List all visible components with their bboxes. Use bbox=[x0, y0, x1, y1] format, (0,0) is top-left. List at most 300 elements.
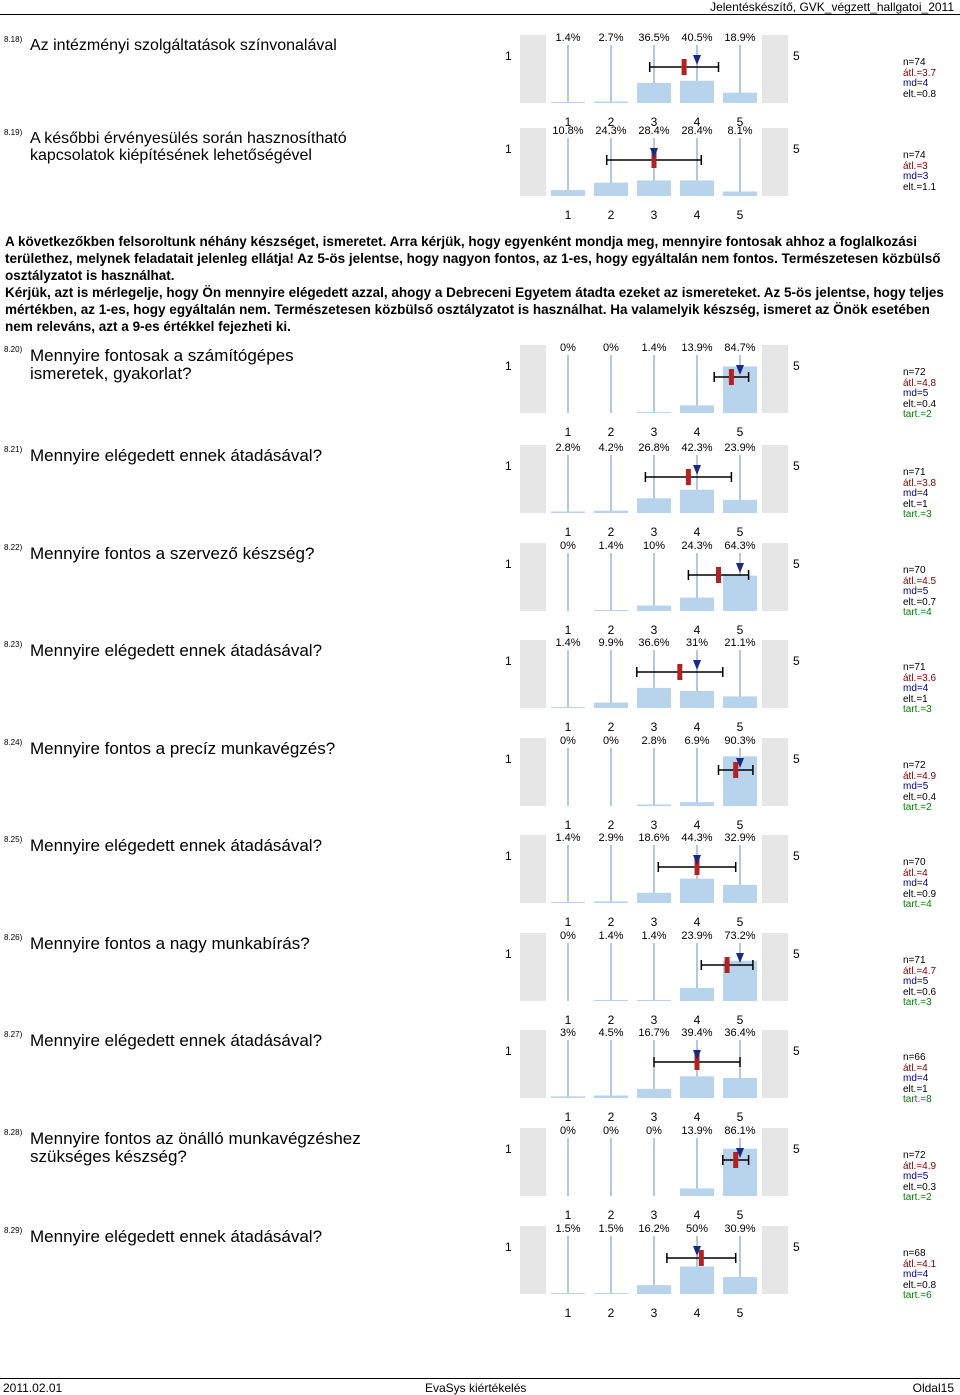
scale-left-label: 1 bbox=[505, 947, 512, 961]
axis-tick-label: 2 bbox=[607, 425, 615, 439]
median-marker bbox=[693, 855, 701, 865]
axis-tick-label: 2 bbox=[607, 623, 615, 637]
axis-tick-label: 3 bbox=[650, 425, 658, 439]
axis-tick-label: 1 bbox=[564, 115, 572, 129]
percent-label: 10% bbox=[642, 540, 666, 552]
scale-left-box bbox=[520, 1128, 546, 1196]
scale-right-box bbox=[762, 640, 788, 708]
distribution-bar bbox=[551, 1096, 585, 1098]
question-text: Mennyire elégedett ennek átadásával? bbox=[30, 836, 323, 855]
percent-label: 16.7% bbox=[638, 1027, 670, 1039]
axis-tick-label: 4 bbox=[693, 623, 701, 637]
stat-tart: tart.=3 bbox=[903, 997, 932, 1008]
stats-block bbox=[903, 663, 936, 716]
scale-left-box bbox=[520, 640, 546, 708]
axis-tick-label: 1 bbox=[564, 208, 572, 222]
scale-right-label: 5 bbox=[793, 1044, 800, 1058]
distribution-chart bbox=[550, 650, 760, 708]
scale-right-box bbox=[762, 1128, 788, 1196]
axis-tick-label: 4 bbox=[693, 1306, 701, 1320]
axis-tick-label: 1 bbox=[564, 1208, 572, 1222]
distribution-bar bbox=[680, 802, 714, 806]
average-marker bbox=[677, 664, 682, 680]
question-block bbox=[0, 1223, 960, 1326]
percent-label: 28.4% bbox=[638, 125, 670, 137]
median-marker bbox=[693, 465, 701, 475]
percent-label: 50% bbox=[685, 1223, 709, 1235]
stat-tart: tart.=4 bbox=[903, 899, 932, 910]
scale-right-label: 5 bbox=[793, 557, 800, 571]
stat-n: n=70 bbox=[903, 857, 926, 868]
scale-left-box bbox=[520, 445, 546, 513]
stat-n: n=71 bbox=[903, 955, 926, 966]
question-block bbox=[0, 637, 960, 740]
footer-divider bbox=[0, 1378, 960, 1379]
question-block bbox=[0, 32, 960, 135]
axis-tick-label: 3 bbox=[650, 623, 658, 637]
distribution-bar bbox=[723, 93, 757, 103]
stat-n: n=72 bbox=[903, 1150, 926, 1161]
axis-tick-label: 4 bbox=[693, 1110, 701, 1124]
stat-md: md=4 bbox=[903, 1073, 929, 1084]
stat-tart: tart.=2 bbox=[903, 409, 932, 420]
average-marker bbox=[682, 59, 687, 75]
stat-n: n=66 bbox=[903, 1052, 926, 1063]
stat-avg: átl.=4.7 bbox=[903, 965, 937, 977]
axis-tick-label: 1 bbox=[564, 1110, 572, 1124]
distribution-bar bbox=[723, 1277, 757, 1294]
percent-label: 36.4% bbox=[724, 1027, 756, 1039]
percent-label: 21.1% bbox=[724, 637, 756, 649]
stat-dev: elt.=0.3 bbox=[903, 1181, 937, 1193]
percent-label: 23.9% bbox=[681, 930, 713, 942]
percent-label: 23.9% bbox=[724, 442, 756, 454]
stats-block bbox=[903, 368, 936, 421]
distribution-bar bbox=[637, 412, 671, 413]
question-block bbox=[0, 832, 960, 935]
scale-right-label: 5 bbox=[793, 459, 800, 473]
axis-tick-label: 1 bbox=[564, 720, 572, 734]
scale-left-box bbox=[520, 738, 546, 806]
median-marker bbox=[693, 1050, 701, 1060]
question-text: A későbbi érvényesülés során hasznosítható kapcsolatok kiépítésének lehetőségével bbox=[30, 130, 347, 164]
distribution-bar bbox=[723, 500, 757, 513]
axis-tick-label: 5 bbox=[736, 1013, 744, 1027]
stats-block bbox=[903, 151, 936, 193]
axis-tick-label: 4 bbox=[693, 818, 701, 832]
distribution-bar bbox=[637, 1089, 671, 1098]
question-number: 8.25) bbox=[4, 835, 23, 844]
distribution-bar bbox=[680, 988, 714, 1001]
axis-tick-label: 1 bbox=[564, 425, 572, 439]
question-block bbox=[0, 1125, 960, 1228]
stat-avg: átl.=3 bbox=[903, 160, 928, 172]
percent-label: 1.4% bbox=[598, 930, 624, 942]
distribution-bar bbox=[594, 183, 628, 196]
stat-md: md=5 bbox=[903, 781, 929, 792]
stat-avg: átl.=4 bbox=[903, 1062, 928, 1074]
percent-label: 0% bbox=[560, 342, 576, 354]
axis-tick-label: 2 bbox=[607, 1306, 615, 1320]
scale-left-box bbox=[520, 345, 546, 413]
question-text: Mennyire elégedett ennek átadásával? bbox=[30, 641, 323, 660]
question-number: 8.21) bbox=[4, 445, 23, 454]
scale-right-box bbox=[762, 1226, 788, 1294]
percent-label: 0% bbox=[560, 735, 576, 747]
scale-right-label: 5 bbox=[793, 654, 800, 668]
stat-n: n=71 bbox=[903, 662, 926, 673]
distribution-bar bbox=[551, 707, 585, 708]
axis-tick-label: 4 bbox=[693, 208, 701, 222]
percent-label: 40.5% bbox=[681, 32, 713, 44]
distribution-bar bbox=[551, 511, 585, 513]
axis-tick-label: 4 bbox=[693, 1013, 701, 1027]
stats-block bbox=[903, 858, 936, 911]
distribution-bar bbox=[680, 1188, 714, 1196]
distribution-bar bbox=[637, 688, 671, 708]
distribution-bar bbox=[594, 102, 628, 103]
axis-tick-label: 5 bbox=[736, 425, 744, 439]
question-number: 8.29) bbox=[4, 1226, 23, 1235]
distribution-bar bbox=[551, 102, 585, 103]
question-block bbox=[0, 735, 960, 838]
percent-label: 3% bbox=[560, 1027, 576, 1039]
scale-right-box bbox=[762, 933, 788, 1001]
stat-md: md=4 bbox=[903, 878, 929, 889]
stat-dev: elt.=1 bbox=[903, 693, 928, 705]
distribution-bar bbox=[723, 576, 757, 611]
distribution-bar bbox=[680, 598, 714, 611]
percent-label: 39.4% bbox=[681, 1027, 713, 1039]
stats-block bbox=[903, 58, 936, 100]
percent-label: 1.4% bbox=[641, 930, 667, 942]
axis-tick-label: 2 bbox=[607, 720, 615, 734]
stats-block bbox=[903, 956, 936, 1009]
distribution-bar bbox=[680, 879, 714, 903]
stat-tart: tart.=2 bbox=[903, 802, 932, 813]
percent-label: 24.3% bbox=[681, 540, 713, 552]
question-number: 8.23) bbox=[4, 640, 23, 649]
stats-block bbox=[903, 566, 936, 619]
scale-right-box bbox=[762, 1030, 788, 1098]
distribution-bar bbox=[723, 885, 757, 903]
question-text: Mennyire elégedett ennek átadásával? bbox=[30, 1031, 323, 1050]
scale-left-label: 1 bbox=[505, 1142, 512, 1156]
axis-tick-label: 5 bbox=[736, 208, 744, 222]
scale-left-label: 1 bbox=[505, 1044, 512, 1058]
distribution-bar bbox=[594, 1293, 628, 1294]
question-number: 8.27) bbox=[4, 1030, 23, 1039]
scale-left-label: 1 bbox=[505, 654, 512, 668]
header-divider bbox=[0, 14, 960, 15]
scale-right-box bbox=[762, 345, 788, 413]
axis-tick-label: 2 bbox=[607, 1208, 615, 1222]
axis-tick-label: 3 bbox=[650, 115, 658, 129]
distribution-bar bbox=[594, 610, 628, 611]
average-marker bbox=[686, 469, 691, 485]
percent-label: 86.1% bbox=[724, 1125, 756, 1137]
axis-tick-label: 2 bbox=[607, 208, 615, 222]
question-text: Mennyire fontos a szervező készség? bbox=[30, 544, 315, 563]
axis-tick-label: 2 bbox=[607, 818, 615, 832]
question-block bbox=[0, 125, 960, 228]
scale-right-label: 5 bbox=[793, 49, 800, 63]
distribution-bar bbox=[680, 691, 714, 708]
report-header: Jelentéskészítő, GVK_végzett_hallgatoi_2011 bbox=[710, 0, 954, 14]
question-block bbox=[0, 342, 960, 445]
distribution-chart bbox=[550, 553, 760, 611]
average-marker bbox=[733, 762, 738, 778]
stat-tart: tart.=6 bbox=[903, 1290, 932, 1301]
axis-tick-label: 1 bbox=[564, 1013, 572, 1027]
stat-avg: átl.=4.5 bbox=[903, 575, 937, 587]
percent-label: 73.2% bbox=[724, 930, 756, 942]
percent-label: 30.9% bbox=[724, 1223, 756, 1235]
axis-tick-label: 2 bbox=[607, 1110, 615, 1124]
stat-avg: átl.=4 bbox=[903, 867, 928, 879]
stat-md: md=4 bbox=[903, 683, 929, 694]
scale-left-label: 1 bbox=[505, 459, 512, 473]
stat-avg: átl.=4.1 bbox=[903, 1258, 937, 1270]
percent-label: 10.8% bbox=[552, 125, 584, 137]
axis-tick-label: 5 bbox=[736, 818, 744, 832]
percent-label: 36.6% bbox=[638, 637, 670, 649]
distribution-bar bbox=[723, 192, 757, 196]
percent-label: 4.5% bbox=[598, 1027, 624, 1039]
average-marker bbox=[725, 957, 730, 973]
percent-label: 13.9% bbox=[681, 342, 713, 354]
stat-avg: átl.=3.6 bbox=[903, 672, 937, 684]
stat-md: md=5 bbox=[903, 586, 929, 597]
scale-right-box bbox=[762, 738, 788, 806]
question-block bbox=[0, 930, 960, 1033]
axis-tick-label: 5 bbox=[736, 115, 744, 129]
stats-block bbox=[903, 1053, 932, 1106]
axis-tick-label: 2 bbox=[607, 115, 615, 129]
axis-tick-label: 3 bbox=[650, 818, 658, 832]
percent-label: 2.8% bbox=[641, 735, 667, 747]
scale-left-label: 1 bbox=[505, 752, 512, 766]
intro-paragraph-1: A következőkben felsoroltunk néhány készséget, ismeretet. Arra kérjük, hogy egyenként mondja meg, mennyire fontosak ahhoz a foglalkozási területhez, melynek feladatait jelenleg ellátja! Az 5-ös jelentse, hogy nagyon fontos, az 1-es, hogy egyáltalán nem fontos. Természetesen közbülső osztályzatot is használhat. bbox=[5, 234, 941, 283]
scale-left-box bbox=[520, 1226, 546, 1294]
median-marker bbox=[736, 563, 744, 573]
scale-left-label: 1 bbox=[505, 359, 512, 373]
distribution-bar bbox=[637, 893, 671, 903]
question-text: Az intézményi szolgáltatások színvonalával bbox=[30, 37, 337, 54]
footer-date: 2011.02.01 bbox=[3, 1381, 63, 1395]
scale-right-label: 5 bbox=[793, 947, 800, 961]
percent-label: 0% bbox=[560, 930, 576, 942]
axis-tick-label: 4 bbox=[693, 525, 701, 539]
scale-left-label: 1 bbox=[505, 849, 512, 863]
stat-avg: átl.=4.9 bbox=[903, 1160, 937, 1172]
median-marker bbox=[650, 148, 658, 158]
axis-tick-label: 1 bbox=[564, 818, 572, 832]
axis-tick-label: 1 bbox=[564, 1306, 572, 1320]
axis-tick-label: 5 bbox=[736, 720, 744, 734]
distribution-bar bbox=[594, 901, 628, 903]
percent-label: 4.2% bbox=[598, 442, 624, 454]
percent-label: 1.4% bbox=[555, 32, 581, 44]
scale-left-label: 1 bbox=[505, 49, 512, 63]
axis-tick-label: 3 bbox=[650, 1110, 658, 1124]
stat-dev: elt.=1.1 bbox=[903, 181, 937, 193]
percent-label: 90.3% bbox=[724, 735, 756, 747]
scale-left-label: 1 bbox=[505, 142, 512, 156]
stat-n: n=74 bbox=[903, 150, 926, 161]
average-marker bbox=[716, 567, 721, 583]
distribution-bar bbox=[594, 1000, 628, 1001]
percent-label: 1.5% bbox=[598, 1223, 624, 1235]
stat-dev: elt.=0.8 bbox=[903, 1279, 937, 1291]
percent-label: 6.9% bbox=[684, 735, 710, 747]
percent-label: 2.8% bbox=[555, 442, 581, 454]
percent-label: 1.4% bbox=[641, 342, 667, 354]
stat-n: n=68 bbox=[903, 1248, 926, 1259]
axis-tick-label: 5 bbox=[736, 1110, 744, 1124]
percent-label: 9.9% bbox=[598, 637, 624, 649]
percent-label: 36.5% bbox=[638, 32, 670, 44]
axis-tick-label: 5 bbox=[736, 1208, 744, 1222]
stat-avg: átl.=4.9 bbox=[903, 770, 937, 782]
question-number: 8.19) bbox=[4, 128, 23, 137]
stat-md: md=5 bbox=[903, 1171, 929, 1182]
percent-label: 0% bbox=[646, 1125, 662, 1137]
stat-md: md=3 bbox=[903, 171, 929, 182]
axis-tick-label: 2 bbox=[607, 525, 615, 539]
question-block bbox=[0, 540, 960, 643]
percent-label: 1.4% bbox=[598, 540, 624, 552]
distribution-chart bbox=[550, 845, 760, 903]
scale-right-box bbox=[762, 445, 788, 513]
stat-avg: átl.=4.8 bbox=[903, 377, 937, 389]
percent-label: 13.9% bbox=[681, 1125, 713, 1137]
distribution-bar bbox=[680, 180, 714, 196]
distribution-bar bbox=[680, 490, 714, 513]
question-text: Mennyire elégedett ennek átadásával? bbox=[30, 1227, 323, 1246]
stat-md: md=4 bbox=[903, 1269, 929, 1280]
stats-block bbox=[903, 761, 936, 814]
distribution-bar bbox=[594, 703, 628, 708]
footer-page: Oldal15 bbox=[912, 1381, 954, 1395]
percent-label: 24.3% bbox=[595, 125, 627, 137]
scale-left-box bbox=[520, 128, 546, 196]
axis-tick-label: 4 bbox=[693, 115, 701, 129]
stat-tart: tart.=8 bbox=[903, 1094, 932, 1105]
distribution-chart bbox=[550, 1236, 760, 1294]
distribution-chart bbox=[550, 138, 760, 196]
question-text: Mennyire fontosak a számítógépes ismeretek, gyakorlat? bbox=[30, 346, 294, 383]
median-marker bbox=[693, 55, 701, 65]
scale-right-label: 5 bbox=[793, 1240, 800, 1254]
distribution-bar bbox=[680, 1267, 714, 1295]
scale-right-box bbox=[762, 35, 788, 103]
stats-block bbox=[903, 1249, 936, 1302]
footer-center: EvaSys kiértékelés bbox=[425, 1381, 527, 1395]
distribution-chart bbox=[550, 943, 760, 1001]
axis-tick-label: 4 bbox=[693, 1208, 701, 1222]
average-marker bbox=[729, 369, 734, 385]
axis-tick-label: 4 bbox=[693, 915, 701, 929]
stat-tart: tart.=2 bbox=[903, 1192, 932, 1203]
stat-n: n=70 bbox=[903, 565, 926, 576]
percent-label: 16.2% bbox=[638, 1223, 670, 1235]
scale-right-label: 5 bbox=[793, 142, 800, 156]
intro-paragraph-2: Kérjük, azt is mérlegelje, hogy Ön mennyire elégedett azzal, ahogy a Debreceni Egyetem átadta ezeket az ismereteket. Az 5-ös jelentse, hogy teljes mértékben, az 1-es, hogy egyáltalán nem. Természetesen közbülső osztályzatot is használhat. Ha valamelyik készség, ismeret az Önök esetében nem releváns, azt a 9-es értékkel fejezheti ki. bbox=[5, 285, 944, 334]
distribution-bar bbox=[637, 804, 671, 806]
scale-left-box bbox=[520, 933, 546, 1001]
axis-tick-label: 3 bbox=[650, 525, 658, 539]
distribution-bar bbox=[637, 498, 671, 513]
distribution-chart bbox=[550, 1138, 760, 1196]
stat-avg: átl.=3.8 bbox=[903, 477, 937, 489]
percent-label: 0% bbox=[603, 735, 619, 747]
distribution-bar bbox=[637, 606, 671, 612]
percent-label: 8.1% bbox=[727, 125, 753, 137]
stat-dev: elt.=1 bbox=[903, 498, 928, 510]
percent-label: 32.9% bbox=[724, 832, 756, 844]
stat-md: md=4 bbox=[903, 78, 929, 89]
scale-left-box bbox=[520, 835, 546, 903]
distribution-bar bbox=[680, 1076, 714, 1098]
percent-label: 31% bbox=[685, 637, 709, 649]
scale-left-label: 1 bbox=[505, 1240, 512, 1254]
question-number: 8.20) bbox=[4, 345, 23, 354]
distribution-chart bbox=[550, 748, 760, 806]
median-marker bbox=[693, 660, 701, 670]
average-marker bbox=[733, 1152, 738, 1168]
scale-right-label: 5 bbox=[793, 359, 800, 373]
axis-tick-label: 4 bbox=[693, 425, 701, 439]
scale-right-box bbox=[762, 835, 788, 903]
axis-tick-label: 3 bbox=[650, 1208, 658, 1222]
stats-block bbox=[903, 468, 936, 521]
axis-tick-label: 5 bbox=[736, 623, 744, 637]
axis-tick-label: 3 bbox=[650, 1306, 658, 1320]
percent-label: 0% bbox=[560, 540, 576, 552]
axis-tick-label: 3 bbox=[650, 208, 658, 222]
percent-label: 0% bbox=[603, 1125, 619, 1137]
scale-left-box bbox=[520, 35, 546, 103]
distribution-bar bbox=[594, 1096, 628, 1098]
distribution-chart bbox=[550, 45, 760, 103]
question-text: Mennyire elégedett ennek átadásával? bbox=[30, 446, 323, 465]
percent-label: 1.5% bbox=[555, 1223, 581, 1235]
axis-tick-label: 1 bbox=[564, 623, 572, 637]
stat-md: md=5 bbox=[903, 388, 929, 399]
axis-tick-label: 4 bbox=[693, 720, 701, 734]
stat-dev: elt.=1 bbox=[903, 1083, 928, 1095]
distribution-chart bbox=[550, 1040, 760, 1098]
stats-block bbox=[903, 1151, 936, 1204]
average-marker bbox=[699, 1250, 704, 1266]
distribution-bar bbox=[637, 1000, 671, 1001]
distribution-bar bbox=[594, 511, 628, 513]
scale-left-label: 1 bbox=[505, 557, 512, 571]
scale-left-box bbox=[520, 543, 546, 611]
stat-dev: elt.=0.4 bbox=[903, 398, 937, 410]
distribution-bar bbox=[680, 405, 714, 413]
axis-tick-label: 5 bbox=[736, 1306, 744, 1320]
axis-tick-label: 2 bbox=[607, 1013, 615, 1027]
distribution-chart bbox=[550, 355, 760, 413]
distribution-bar bbox=[637, 83, 671, 103]
stat-tart: tart.=3 bbox=[903, 704, 932, 715]
stat-dev: elt.=0.8 bbox=[903, 88, 937, 100]
distribution-bar bbox=[551, 190, 585, 196]
percent-label: 44.3% bbox=[681, 832, 713, 844]
question-text: Mennyire fontos az önálló munkavégzéshez szükséges készség? bbox=[30, 1129, 361, 1166]
